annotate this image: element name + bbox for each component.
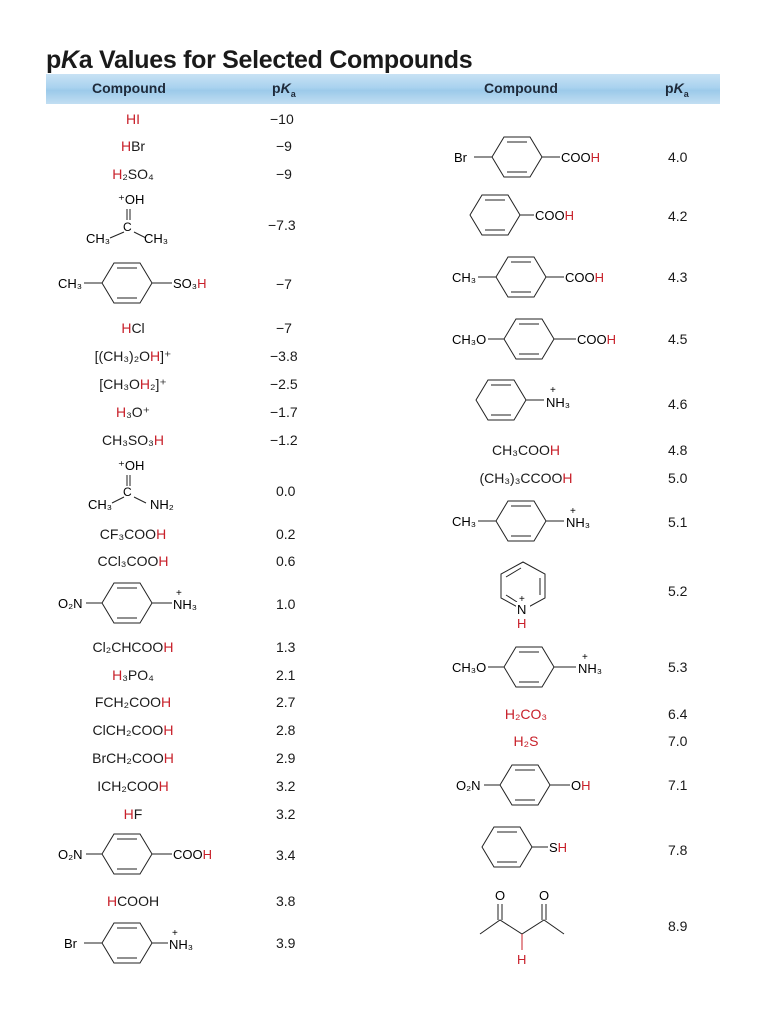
svg-text:+: + xyxy=(582,652,588,663)
svg-text:CH₃: CH₃ xyxy=(58,276,83,291)
header-pka-left: $pK_a$ xyxy=(272,80,296,99)
svg-text:O₂N: O₂N xyxy=(58,847,83,862)
svg-text:NH₃: NH₃ xyxy=(566,515,591,530)
header-pka-right: $pK_a$ xyxy=(665,80,689,99)
svg-text:⁺OH: ⁺OH xyxy=(118,192,145,207)
svg-text:+: + xyxy=(550,385,556,396)
svg-text:Br: Br xyxy=(454,150,467,165)
page-title: pKa Values for Selected Compounds xyxy=(46,46,473,74)
svg-text:COOH: COOH xyxy=(535,208,575,223)
pka-value: 4.6 xyxy=(668,396,688,412)
svg-text:+: + xyxy=(519,594,525,605)
p-toluidinium-structure xyxy=(452,496,622,548)
svg-text:NH₂: NH₂ xyxy=(150,497,174,512)
svg-text:C: C xyxy=(123,485,132,499)
header-compound-right: Compound xyxy=(484,80,558,96)
protonated-acetamide-structure xyxy=(82,456,192,514)
svg-text:C: C xyxy=(123,220,132,234)
svg-text:CH₃: CH₃ xyxy=(88,497,113,512)
anilinium-structure xyxy=(474,375,594,427)
p-nitrobenzoic-acid-structure xyxy=(56,829,231,881)
svg-text:NH₃: NH₃ xyxy=(546,395,571,410)
svg-text:H: H xyxy=(517,952,527,967)
svg-text:+: + xyxy=(570,506,576,517)
svg-text:Br: Br xyxy=(64,936,77,951)
pka-value: 5.2 xyxy=(668,583,688,599)
svg-text:COOH: COOH xyxy=(577,332,617,347)
pka-value: 4.0 xyxy=(668,149,688,165)
svg-text:OH: OH xyxy=(571,778,591,793)
p-toluic-acid-structure xyxy=(452,252,627,304)
header-compound-left: Compound xyxy=(92,80,166,96)
p-nitrophenol-structure xyxy=(454,760,614,812)
pka-value: 4.5 xyxy=(668,331,688,347)
svg-text:NH₃: NH₃ xyxy=(169,937,194,952)
svg-text:CH₃: CH₃ xyxy=(452,270,477,285)
svg-text:+: + xyxy=(172,928,178,939)
svg-text:O: O xyxy=(539,888,550,903)
p-bromoanilinium-structure xyxy=(62,918,222,970)
svg-text:COOH: COOH xyxy=(561,150,601,165)
svg-text:CH₃O: CH₃O xyxy=(452,332,487,347)
svg-text:O₂N: O₂N xyxy=(456,778,481,793)
benzoic-acid-structure xyxy=(468,190,618,242)
pka-value: 0.0 xyxy=(276,483,296,499)
pka-value: 7.1 xyxy=(668,777,688,793)
acetylacetone-structure xyxy=(476,886,576,968)
svg-text:COOH: COOH xyxy=(173,847,213,862)
p-nitroanilinium-structure xyxy=(56,578,226,630)
svg-text:CH₃: CH₃ xyxy=(86,231,111,246)
pka-value: 5.1 xyxy=(668,514,688,530)
p-toluenesulfonic-acid-structure xyxy=(56,258,226,308)
p-bromobenzoic-acid-structure xyxy=(452,132,627,184)
pka-value: 3.4 xyxy=(276,847,296,863)
p-anisic-acid-structure xyxy=(452,314,632,366)
svg-text:H: H xyxy=(517,616,527,631)
p-anisidinium-structure xyxy=(452,642,632,694)
svg-text:SH: SH xyxy=(549,840,568,855)
table-header xyxy=(46,74,720,104)
svg-text:+: + xyxy=(176,588,182,599)
svg-text:⁺OH: ⁺OH xyxy=(118,458,145,473)
pka-value: −7 xyxy=(276,276,292,292)
svg-text:CH₃O: CH₃O xyxy=(452,660,487,675)
pka-value: 5.3 xyxy=(668,659,688,675)
pka-value: −7.3 xyxy=(268,217,296,233)
svg-text:SO₃H: SO₃H xyxy=(173,276,207,291)
pka-value: 7.8 xyxy=(668,842,688,858)
pka-value: 1.0 xyxy=(276,596,296,612)
thiophenol-structure xyxy=(480,822,590,874)
svg-text:NH₃: NH₃ xyxy=(578,661,603,676)
svg-text:COOH: COOH xyxy=(565,270,605,285)
svg-text:N: N xyxy=(517,602,527,617)
pka-value: 8.9 xyxy=(668,918,688,934)
pka-value: 3.9 xyxy=(276,935,296,951)
pka-value: 4.2 xyxy=(668,208,688,224)
svg-text:O: O xyxy=(495,888,506,903)
protonated-acetone-structure xyxy=(80,190,190,248)
svg-text:NH₃: NH₃ xyxy=(173,597,198,612)
svg-text:CH₃: CH₃ xyxy=(452,514,477,529)
svg-text:O₂N: O₂N xyxy=(58,596,83,611)
pka-value: 4.3 xyxy=(668,269,688,285)
svg-text:CH₃: CH₃ xyxy=(144,231,169,246)
pyridinium-structure xyxy=(498,558,558,632)
